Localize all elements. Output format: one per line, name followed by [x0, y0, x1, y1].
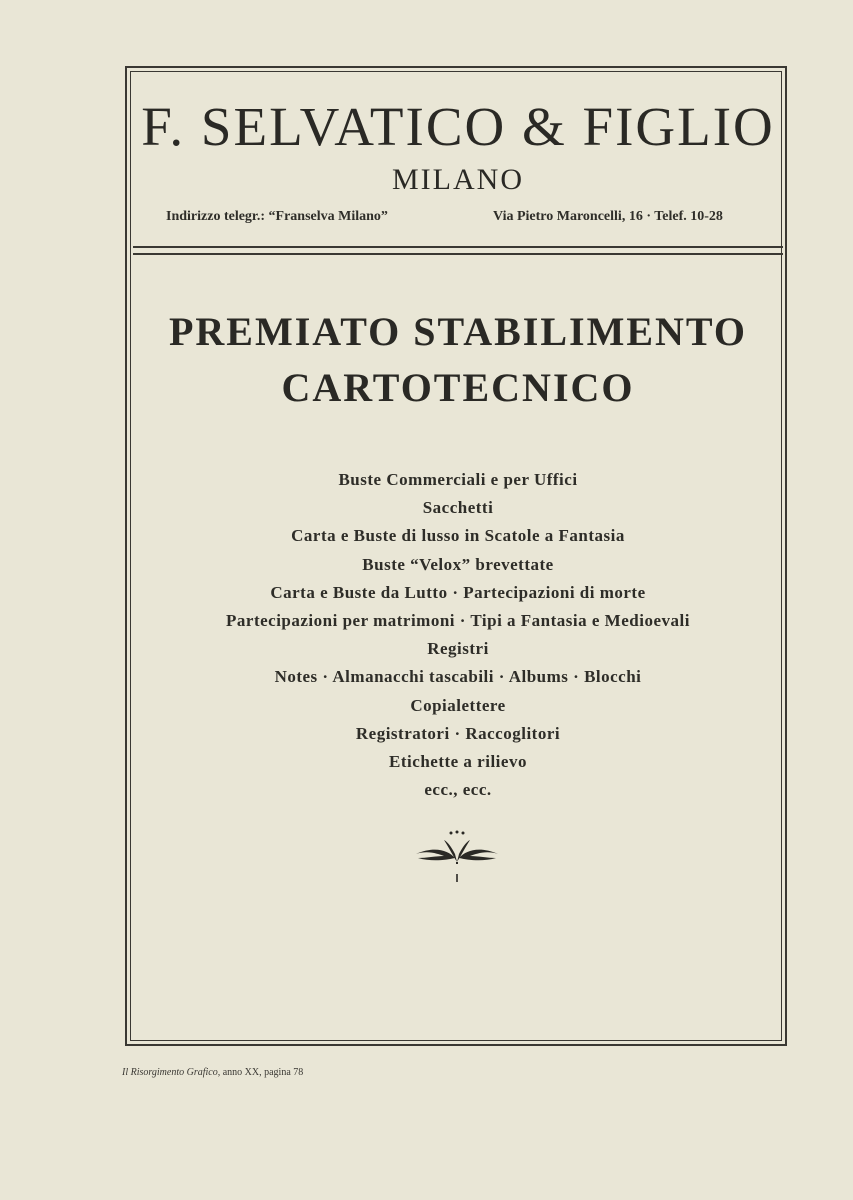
product-item: Notes · Almanacchi tascabili · Albums · Blocchi — [274, 667, 642, 687]
product-item: Etichette a rilievo — [389, 751, 527, 771]
journal-issue: anno XX, pagina 78 — [222, 1067, 304, 1078]
floral-ornament-icon — [414, 828, 500, 884]
product-item: Partecipazioni per matrimoni · Tipi a Fantasia e Medioevali — [226, 610, 690, 630]
product-item: Sacchetti — [422, 498, 494, 518]
journal-name: Il Risorgimento Grafico, — [122, 1067, 221, 1078]
main-title-line2: CARTOTECNICO — [281, 365, 635, 410]
product-item: Carta e Buste di lusso in Scatole a Fantasia — [291, 526, 625, 546]
page-footer — [122, 1067, 303, 1078]
product-item: Buste “Velox” brevettate — [362, 554, 554, 574]
product-item: ecc., ecc. — [424, 780, 492, 800]
main-title-line1: PREMIATO STABILIMENTO — [168, 309, 748, 354]
telegraph-address: Indirizzo telegr.: “Franselva Milano” — [166, 209, 388, 224]
header-divider — [133, 253, 783, 255]
product-item: Carta e Buste da Lutto · Partecipazioni di morte — [270, 582, 646, 602]
company-name: F. SELVATICO & FIGLIO — [141, 96, 775, 157]
street-address-phone: Via Pietro Maroncelli, 16 · Telef. 10-28 — [493, 209, 723, 224]
product-list — [133, 466, 783, 804]
product-item: Copialettere — [410, 695, 506, 715]
product-item: Registratori · Raccoglitori — [355, 723, 561, 743]
city-name: MILANO — [392, 163, 524, 196]
product-item: Registri — [427, 639, 489, 659]
product-item: Buste Commerciali e per Uffici — [338, 470, 578, 489]
